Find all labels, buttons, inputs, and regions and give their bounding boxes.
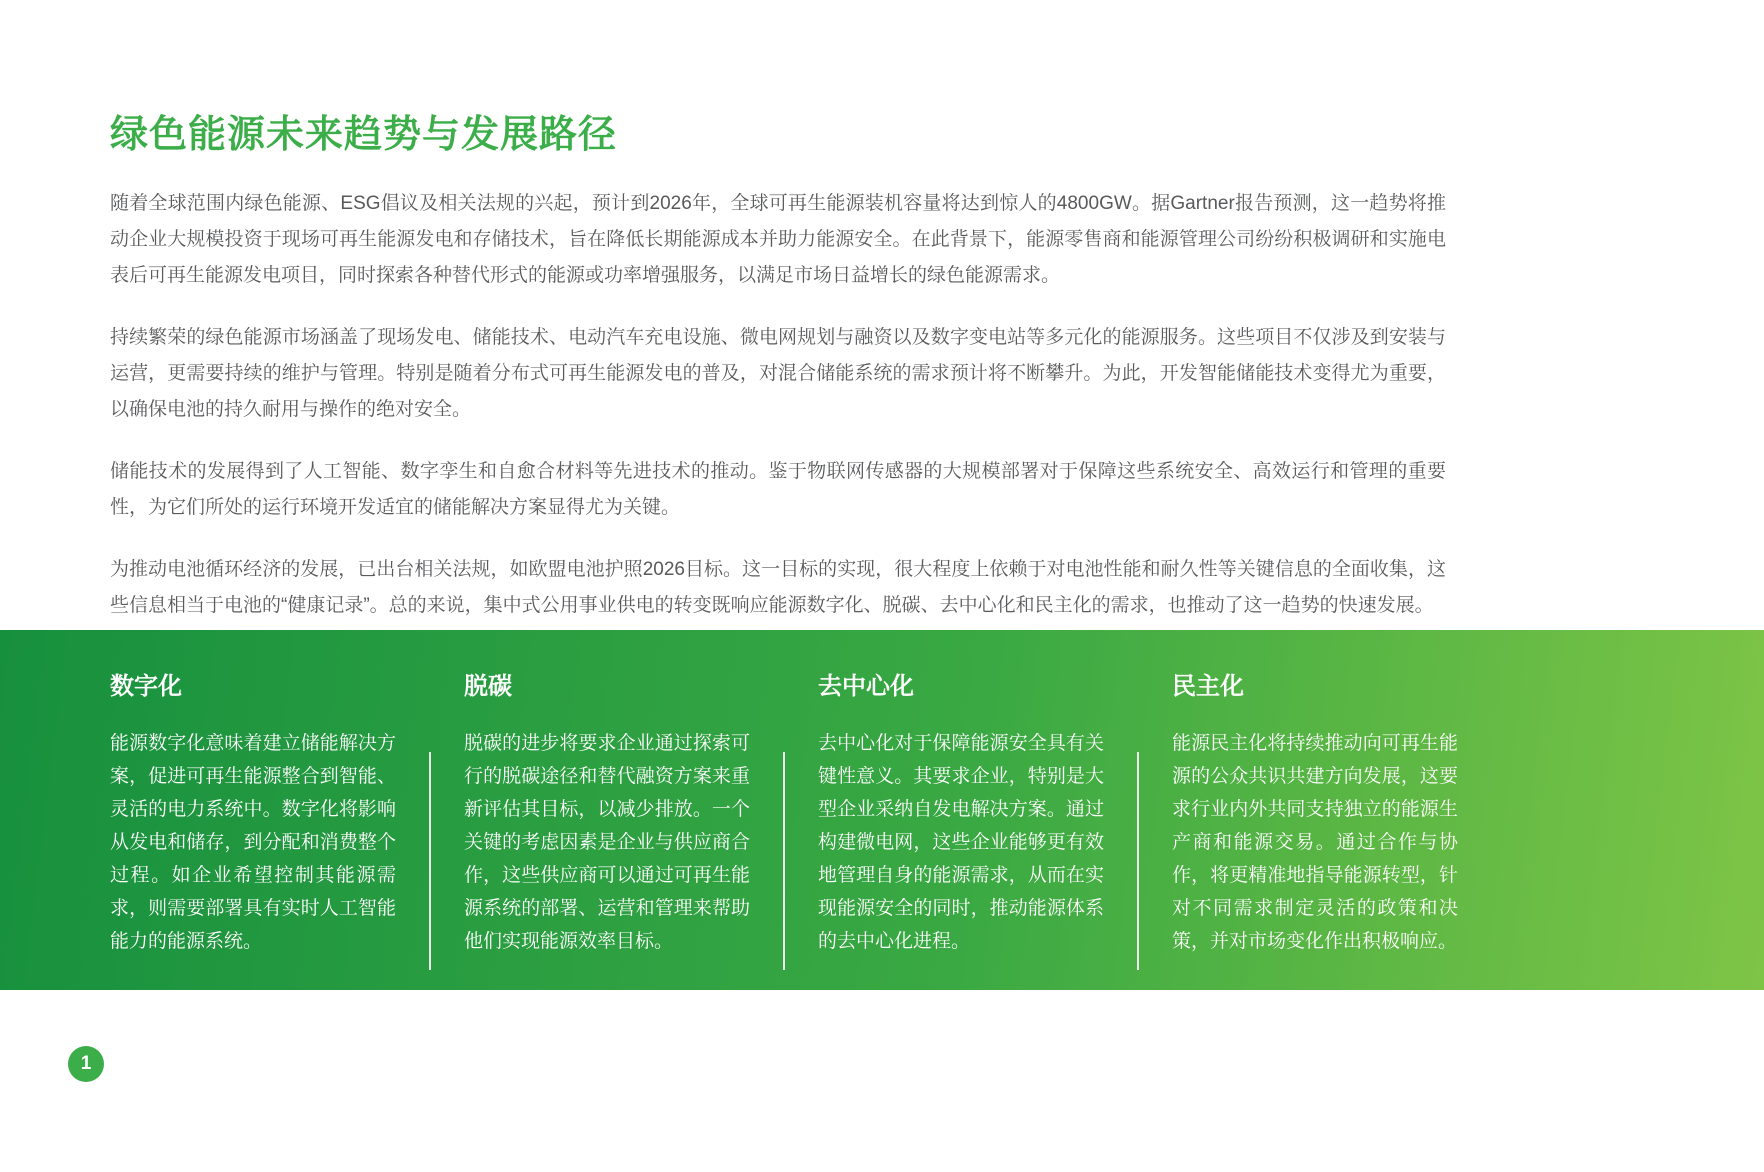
pillar-divider bbox=[1137, 752, 1139, 970]
intro-paragraph-2: 持续繁荣的绿色能源市场涵盖了现场发电、储能技术、电动汽车充电设施、微电网规划与融资以及数字变电站等多元化的能源服务。这些项目不仅涉及到安装与运营，更需要持续的维护与管理。特别是随着分布式可再生能源发电的普及，对混合储能系统的需求预计将不断攀升。为此，开发智能储能技术变得尤为重要，以确保电池的持久耐用与操作的绝对安全。 bbox=[110, 327, 1446, 420]
pillar-decentralization bbox=[818, 666, 1104, 970]
page-number-badge bbox=[68, 1046, 104, 1082]
pillar-body-decarbonization: 脱碳的进步将要求企业通过探索可行的脱碳途径和替代融资方案来重新评估其目标，以减少排放。一个关键的考虑因素是企业与供应商合作，这些供应商可以通过可再生能源系统的部署、运营和管理来帮助他们实现能源效率目标。 bbox=[464, 733, 750, 952]
intro-paragraph-1: 随着全球范围内绿色能源、ESG倡议及相关法规的兴起，预计到2026年，全球可再生能源装机容量将达到惊人的4800GW。据Gartner报告预测，这一趋势将推动企业大规模投资于现场可再生能源发电和存储技术，旨在降低长期能源成本并助力能源安全。在此背景下，能源零售商和能源管理公司纷纷积极调研和实施电表后可再生能源发电项目，同时探索各种替代形式的能源或功率增强服务，以满足市场日益增长的绿色能源需求。 bbox=[110, 193, 1446, 286]
pillar-body-digitalization: 能源数字化意味着建立储能解决方案，促进可再生能源整合到智能、灵活的电力系统中。数字化将影响从发电和储存，到分配和消费整个过程。如企业希望控制其能源需求，则需要部署具有实时人工智能能力的能源系统。 bbox=[110, 733, 396, 952]
pillar-decarbonization bbox=[464, 666, 750, 970]
pillar-heading-digitalization: 数字化 bbox=[110, 673, 182, 700]
pillar-body-democratization: 能源民主化将持续推动向可再生能源的公众共识共建方向发展，这要求行业内外共同支持独立的能源生产商和能源交易。通过合作与协作，将更精准地指导能源转型，针对不同需求制定灵活的政策和决策，并对市场变化作出积极响应。 bbox=[1172, 733, 1458, 952]
pillars-row bbox=[0, 630, 1764, 970]
page-title: 绿色能源未来趋势与发展路径 bbox=[110, 114, 618, 156]
pillar-heading-democratization: 民主化 bbox=[1172, 673, 1244, 700]
intro-section bbox=[110, 186, 1446, 650]
pillar-democratization bbox=[1172, 666, 1458, 970]
intro-paragraph-3: 储能技术的发展得到了人工智能、数字孪生和自愈合材料等先进技术的推动。鉴于物联网传感器的大规模部署对于保障这些系统安全、高效运行和管理的重要性，为它们所处的运行环境开发适宜的储能解决方案显得尤为关键。 bbox=[110, 461, 1446, 518]
page-number-text: 1 bbox=[80, 1053, 92, 1074]
intro-paragraph-4: 为推动电池循环经济的发展，已出台相关法规，如欧盟电池护照2026目标。这一目标的实现，很大程度上依赖于对电池性能和耐久性等关键信息的全面收集，这些信息相当于电池的“健康记录”。总的来说，集中式公用事业供电的转变既响应能源数字化、脱碳、去中心化和民主化的需求，也推动了这一趋势的快速发展。 bbox=[110, 559, 1446, 616]
pillar-heading-decentralization: 去中心化 bbox=[818, 673, 914, 700]
pillar-body-decentralization: 去中心化对于保障能源安全具有关键性意义。其要求企业，特别是大型企业采纳自发电解决方案。通过构建微电网，这些企业能够更有效地管理自身的能源需求，从而在实现能源安全的同时，推动能源体系的去中心化进程。 bbox=[818, 733, 1104, 952]
pillars-band bbox=[0, 630, 1764, 990]
pillar-digitalization bbox=[110, 666, 396, 970]
pillar-heading-decarbonization: 脱碳 bbox=[464, 673, 512, 700]
pillar-divider bbox=[429, 752, 431, 970]
pillar-divider bbox=[783, 752, 785, 970]
